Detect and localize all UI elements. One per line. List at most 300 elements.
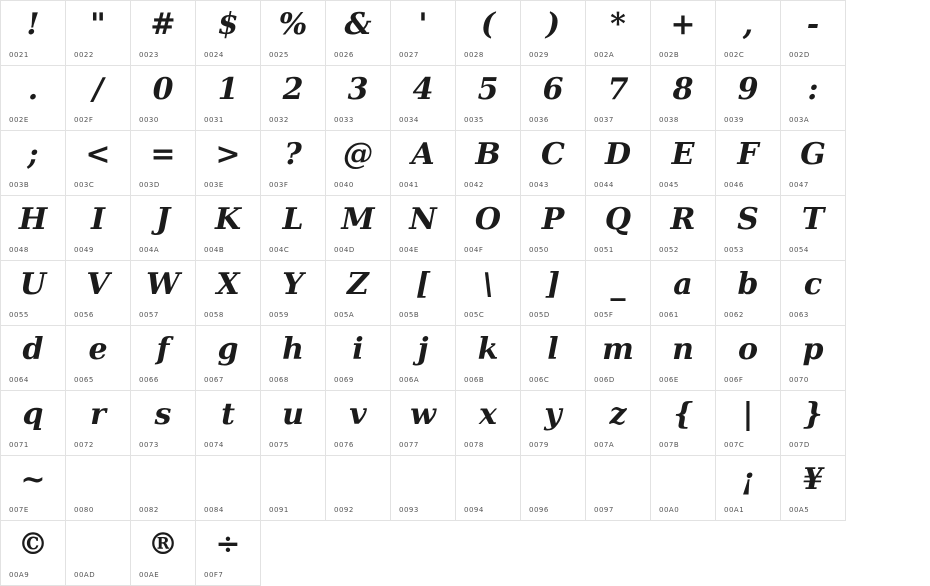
glyph-character: < bbox=[85, 137, 111, 172]
glyph-character: J bbox=[155, 202, 171, 237]
glyph-cell[interactable] bbox=[326, 196, 391, 261]
glyph-codepoint: 0077 bbox=[399, 441, 419, 449]
glyph-character: d bbox=[22, 332, 44, 367]
glyph-codepoint: 002B bbox=[659, 51, 680, 59]
glyph-codepoint: 0078 bbox=[464, 441, 484, 449]
glyph-codepoint: 002C bbox=[724, 51, 745, 59]
glyph-character: v bbox=[349, 397, 367, 432]
glyph-cell[interactable] bbox=[131, 196, 196, 261]
glyph-cell[interactable] bbox=[586, 456, 651, 521]
glyph-cell[interactable] bbox=[586, 196, 651, 261]
glyph-character bbox=[391, 456, 455, 504]
glyph-codepoint: 0092 bbox=[334, 506, 354, 514]
glyph-cell[interactable] bbox=[391, 456, 456, 521]
glyph-codepoint: 004B bbox=[204, 246, 225, 254]
glyph-cell[interactable] bbox=[261, 261, 326, 326]
glyph-character: % bbox=[278, 7, 308, 42]
glyph-cell[interactable] bbox=[521, 456, 586, 521]
glyph-codepoint: 003E bbox=[204, 181, 224, 189]
glyph-character: b bbox=[737, 267, 759, 302]
glyph-cell[interactable] bbox=[651, 196, 716, 261]
glyph-character: * bbox=[610, 7, 626, 42]
glyph-cell[interactable] bbox=[391, 391, 456, 456]
glyph-character: W bbox=[146, 267, 180, 302]
glyph-codepoint: 0026 bbox=[334, 51, 354, 59]
glyph-codepoint: 0059 bbox=[269, 311, 289, 319]
glyph-character: B bbox=[475, 137, 501, 172]
glyph-cell[interactable] bbox=[196, 391, 261, 456]
glyph-character bbox=[66, 456, 130, 504]
glyph-codepoint: 0043 bbox=[529, 181, 549, 189]
glyph-codepoint: 006A bbox=[399, 376, 420, 384]
glyph-character: w bbox=[410, 397, 436, 432]
glyph-character bbox=[586, 456, 650, 504]
glyph-codepoint: 0035 bbox=[464, 116, 484, 124]
glyph-cell[interactable] bbox=[196, 521, 261, 586]
glyph-character: : bbox=[807, 72, 819, 107]
glyph-codepoint: 004A bbox=[139, 246, 160, 254]
glyph-character: > bbox=[215, 137, 241, 172]
glyph-character: 8 bbox=[672, 72, 694, 107]
glyph-codepoint: 0097 bbox=[594, 506, 614, 514]
glyph-codepoint: 0069 bbox=[334, 376, 354, 384]
glyph-cell[interactable] bbox=[391, 66, 456, 131]
glyph-codepoint: 0072 bbox=[74, 441, 94, 449]
glyph-character: Y bbox=[282, 267, 304, 302]
glyph-character: O bbox=[474, 202, 502, 237]
glyph-cell[interactable] bbox=[326, 326, 391, 391]
glyph-codepoint: 0094 bbox=[464, 506, 484, 514]
glyph-codepoint: 0051 bbox=[594, 246, 614, 254]
glyph-character: P bbox=[541, 202, 565, 237]
glyph-character: T bbox=[801, 202, 825, 237]
glyph-codepoint: 0096 bbox=[529, 506, 549, 514]
glyph-character: ¡ bbox=[741, 462, 755, 497]
glyph-cell[interactable] bbox=[326, 131, 391, 196]
glyph-codepoint: 003F bbox=[269, 181, 289, 189]
glyph-character: 9 bbox=[737, 72, 759, 107]
glyph-cell[interactable] bbox=[781, 326, 846, 391]
glyph-codepoint: 007A bbox=[594, 441, 615, 449]
glyph-codepoint: 0046 bbox=[724, 181, 744, 189]
glyph-codepoint: 0021 bbox=[9, 51, 29, 59]
glyph-cell[interactable] bbox=[196, 261, 261, 326]
glyph-cell[interactable] bbox=[586, 1, 651, 66]
glyph-codepoint: 0027 bbox=[399, 51, 419, 59]
glyph-cell[interactable] bbox=[261, 326, 326, 391]
glyph-character: q bbox=[22, 397, 44, 432]
glyph-cell[interactable] bbox=[521, 66, 586, 131]
glyph-character: z bbox=[609, 397, 627, 432]
glyph-codepoint: 0057 bbox=[139, 311, 159, 319]
glyph-codepoint: 0070 bbox=[789, 376, 809, 384]
glyph-character bbox=[521, 456, 585, 504]
glyph-character: 6 bbox=[542, 72, 564, 107]
glyph-character: | bbox=[742, 397, 754, 432]
glyph-character: @ bbox=[343, 137, 373, 172]
glyph-cell[interactable] bbox=[781, 391, 846, 456]
glyph-character: o bbox=[737, 332, 758, 367]
glyph-codepoint: 0034 bbox=[399, 116, 419, 124]
glyph-character: ¥ bbox=[802, 462, 824, 497]
glyph-cell[interactable] bbox=[456, 456, 521, 521]
glyph-codepoint: 0062 bbox=[724, 311, 744, 319]
glyph-cell[interactable] bbox=[131, 391, 196, 456]
glyph-cell[interactable] bbox=[326, 261, 391, 326]
glyph-character: } bbox=[803, 397, 823, 432]
glyph-codepoint: 0076 bbox=[334, 441, 354, 449]
glyph-cell[interactable] bbox=[66, 261, 131, 326]
glyph-cell[interactable] bbox=[716, 131, 781, 196]
glyph-character: Z bbox=[347, 267, 369, 302]
glyph-cell[interactable] bbox=[196, 196, 261, 261]
glyph-codepoint: 0037 bbox=[594, 116, 614, 124]
glyph-character: © bbox=[18, 527, 48, 562]
glyph-codepoint: 004E bbox=[399, 246, 419, 254]
glyph-character: 1 bbox=[217, 72, 239, 107]
glyph-character: C bbox=[541, 137, 565, 172]
glyph-cell[interactable] bbox=[716, 261, 781, 326]
glyph-cell[interactable] bbox=[66, 66, 131, 131]
glyph-character: ÷ bbox=[215, 527, 241, 562]
glyph-codepoint: 0048 bbox=[9, 246, 29, 254]
glyph-cell[interactable] bbox=[391, 326, 456, 391]
glyph-codepoint: 0032 bbox=[269, 116, 289, 124]
glyph-codepoint: 00A9 bbox=[9, 571, 30, 579]
glyph-codepoint: 004D bbox=[334, 246, 355, 254]
glyph-codepoint: 0036 bbox=[529, 116, 549, 124]
glyph-codepoint: 0038 bbox=[659, 116, 679, 124]
glyph-cell[interactable] bbox=[586, 66, 651, 131]
glyph-character: D bbox=[604, 137, 631, 172]
glyph-cell[interactable] bbox=[651, 131, 716, 196]
glyph-character: g bbox=[217, 332, 239, 367]
glyph-codepoint: 006D bbox=[594, 376, 615, 384]
glyph-codepoint: 0042 bbox=[464, 181, 484, 189]
glyph-character: s bbox=[154, 397, 172, 432]
glyph-character: " bbox=[90, 7, 106, 42]
glyph-codepoint: 002A bbox=[594, 51, 615, 59]
glyph-character: = bbox=[150, 137, 176, 172]
glyph-cell[interactable] bbox=[456, 391, 521, 456]
glyph-character: ! bbox=[26, 7, 40, 42]
glyph-character: m bbox=[602, 332, 634, 367]
glyph-codepoint: 007D bbox=[789, 441, 810, 449]
glyph-codepoint: 0044 bbox=[594, 181, 614, 189]
glyph-codepoint: 0058 bbox=[204, 311, 224, 319]
glyph-cell[interactable] bbox=[651, 1, 716, 66]
glyph-codepoint: 0054 bbox=[789, 246, 809, 254]
glyph-codepoint: 00AE bbox=[139, 571, 160, 579]
glyph-codepoint: 0030 bbox=[139, 116, 159, 124]
glyph-codepoint: 0079 bbox=[529, 441, 549, 449]
glyph-cell[interactable] bbox=[261, 131, 326, 196]
glyph-character: t bbox=[221, 397, 235, 432]
glyph-cell[interactable] bbox=[651, 456, 716, 521]
glyph-character: ; bbox=[27, 137, 39, 172]
glyph-character: N bbox=[409, 202, 437, 237]
glyph-character: { bbox=[673, 397, 693, 432]
glyph-character: H bbox=[18, 202, 48, 237]
glyph-cell[interactable] bbox=[521, 1, 586, 66]
glyph-cell[interactable] bbox=[456, 131, 521, 196]
glyph-cell[interactable] bbox=[521, 326, 586, 391]
glyph-character: 4 bbox=[412, 72, 434, 107]
glyph-cell[interactable] bbox=[196, 1, 261, 66]
glyph-character: a bbox=[673, 267, 693, 302]
glyph-codepoint: 0039 bbox=[724, 116, 744, 124]
glyph-cell[interactable] bbox=[131, 326, 196, 391]
glyph-character bbox=[131, 456, 195, 504]
glyph-character: K bbox=[214, 202, 242, 237]
glyph-codepoint: 0061 bbox=[659, 311, 679, 319]
glyph-cell[interactable] bbox=[651, 66, 716, 131]
glyph-cell[interactable] bbox=[131, 1, 196, 66]
glyph-character: n bbox=[672, 332, 694, 367]
glyph-character bbox=[66, 521, 130, 569]
glyph-character: x bbox=[479, 397, 497, 432]
glyph-codepoint: 0066 bbox=[139, 376, 159, 384]
glyph-cell[interactable] bbox=[521, 131, 586, 196]
glyph-character: _ bbox=[610, 267, 626, 302]
glyph-character: , bbox=[742, 7, 754, 42]
glyph-codepoint: 002D bbox=[789, 51, 810, 59]
glyph-cell[interactable] bbox=[1, 391, 66, 456]
glyph-character: j bbox=[417, 332, 429, 367]
glyph-cell[interactable] bbox=[196, 456, 261, 521]
glyph-codepoint: 004C bbox=[269, 246, 290, 254]
glyph-codepoint: 0022 bbox=[74, 51, 94, 59]
glyph-cell[interactable] bbox=[781, 66, 846, 131]
glyph-cell[interactable] bbox=[586, 326, 651, 391]
glyph-cell[interactable] bbox=[781, 261, 846, 326]
glyph-codepoint: 0023 bbox=[139, 51, 159, 59]
glyph-cell[interactable] bbox=[521, 261, 586, 326]
glyph-cell[interactable] bbox=[1, 521, 66, 586]
glyph-cell[interactable] bbox=[391, 131, 456, 196]
glyph-codepoint: 0093 bbox=[399, 506, 419, 514]
glyph-codepoint: 0025 bbox=[269, 51, 289, 59]
glyph-character bbox=[196, 456, 260, 504]
glyph-cell[interactable] bbox=[1, 1, 66, 66]
glyph-cell[interactable] bbox=[131, 261, 196, 326]
glyph-character: F bbox=[737, 137, 759, 172]
glyph-character: G bbox=[800, 137, 826, 172]
glyph-cell[interactable] bbox=[261, 196, 326, 261]
glyph-codepoint: 005D bbox=[529, 311, 550, 319]
glyph-character: c bbox=[803, 267, 823, 302]
glyph-character bbox=[326, 456, 390, 504]
glyph-codepoint: 005C bbox=[464, 311, 485, 319]
glyph-cell[interactable] bbox=[456, 261, 521, 326]
glyph-codepoint: 003B bbox=[9, 181, 30, 189]
glyph-cell[interactable] bbox=[326, 456, 391, 521]
glyph-character: L bbox=[282, 202, 304, 237]
glyph-cell[interactable] bbox=[1, 456, 66, 521]
glyph-cell[interactable] bbox=[456, 326, 521, 391]
glyph-cell[interactable] bbox=[1, 261, 66, 326]
glyph-codepoint: 0029 bbox=[529, 51, 549, 59]
glyph-cell[interactable] bbox=[196, 66, 261, 131]
glyph-codepoint: 0041 bbox=[399, 181, 419, 189]
glyph-codepoint: 0056 bbox=[74, 311, 94, 319]
glyph-character: U bbox=[19, 267, 47, 302]
glyph-cell[interactable] bbox=[716, 326, 781, 391]
glyph-character: r bbox=[90, 397, 106, 432]
glyph-character: E bbox=[671, 137, 695, 172]
glyph-cell[interactable] bbox=[131, 131, 196, 196]
glyph-character: ? bbox=[284, 137, 302, 172]
glyph-cell[interactable] bbox=[131, 66, 196, 131]
glyph-codepoint: 0091 bbox=[269, 506, 289, 514]
glyph-codepoint: 0067 bbox=[204, 376, 224, 384]
glyph-codepoint: 0064 bbox=[9, 376, 29, 384]
glyph-cell[interactable] bbox=[261, 391, 326, 456]
glyph-codepoint: 0033 bbox=[334, 116, 354, 124]
glyph-cell[interactable] bbox=[196, 326, 261, 391]
glyph-codepoint: 00A5 bbox=[789, 506, 810, 514]
glyph-codepoint: 005A bbox=[334, 311, 355, 319]
glyph-character: ( bbox=[480, 7, 496, 42]
glyph-cell[interactable] bbox=[1, 66, 66, 131]
glyph-cell[interactable] bbox=[391, 196, 456, 261]
glyph-codepoint: 007C bbox=[724, 441, 745, 449]
glyph-character: A bbox=[411, 137, 435, 172]
glyph-character: ' bbox=[418, 7, 428, 42]
glyph-cell[interactable] bbox=[586, 261, 651, 326]
glyph-character: & bbox=[344, 7, 372, 42]
glyph-cell[interactable] bbox=[66, 326, 131, 391]
glyph-cell[interactable] bbox=[456, 196, 521, 261]
glyph-cell[interactable] bbox=[521, 196, 586, 261]
glyph-cell[interactable] bbox=[326, 391, 391, 456]
glyph-cell[interactable] bbox=[1, 131, 66, 196]
glyph-codepoint: 005B bbox=[399, 311, 420, 319]
glyph-codepoint: 00AD bbox=[74, 571, 96, 579]
glyph-character: - bbox=[806, 7, 820, 42]
glyph-cell[interactable] bbox=[391, 1, 456, 66]
glyph-character: S bbox=[737, 202, 759, 237]
glyph-character: 2 bbox=[282, 72, 304, 107]
glyph-cell[interactable] bbox=[456, 1, 521, 66]
glyph-codepoint: 0082 bbox=[139, 506, 159, 514]
glyph-character bbox=[651, 456, 715, 504]
glyph-character: i bbox=[352, 332, 364, 367]
glyph-cell[interactable] bbox=[716, 1, 781, 66]
glyph-character: \ bbox=[482, 267, 494, 302]
glyph-cell[interactable] bbox=[131, 456, 196, 521]
glyph-character bbox=[261, 456, 325, 504]
glyph-codepoint: 007B bbox=[659, 441, 680, 449]
glyph-character: V bbox=[86, 267, 110, 302]
glyph-character bbox=[456, 456, 520, 504]
glyph-cell[interactable] bbox=[1, 326, 66, 391]
glyph-codepoint: 0071 bbox=[9, 441, 29, 449]
glyph-cell[interactable] bbox=[66, 521, 131, 586]
glyph-cell[interactable] bbox=[131, 521, 196, 586]
glyph-cell[interactable] bbox=[66, 1, 131, 66]
glyph-cell[interactable] bbox=[261, 1, 326, 66]
glyph-character: l bbox=[547, 332, 559, 367]
glyph-codepoint: 0084 bbox=[204, 506, 224, 514]
glyph-codepoint: 002F bbox=[74, 116, 94, 124]
glyph-codepoint: 0028 bbox=[464, 51, 484, 59]
glyph-codepoint: 004F bbox=[464, 246, 484, 254]
glyph-character: 7 bbox=[607, 72, 629, 107]
glyph-cell[interactable] bbox=[781, 196, 846, 261]
glyph-character: / bbox=[92, 72, 104, 107]
glyph-cell[interactable] bbox=[781, 131, 846, 196]
glyph-cell[interactable] bbox=[326, 1, 391, 66]
glyph-codepoint: 0073 bbox=[139, 441, 159, 449]
glyph-cell[interactable] bbox=[66, 456, 131, 521]
glyph-cell[interactable] bbox=[66, 391, 131, 456]
glyph-cell[interactable] bbox=[781, 1, 846, 66]
glyph-character: $ bbox=[217, 7, 239, 42]
glyph-codepoint: 0049 bbox=[74, 246, 94, 254]
glyph-character: k bbox=[477, 332, 499, 367]
glyph-character: I bbox=[90, 202, 106, 237]
glyph-character: [ bbox=[415, 267, 431, 302]
glyph-cell[interactable] bbox=[66, 131, 131, 196]
glyph-cell[interactable] bbox=[651, 326, 716, 391]
glyph-codepoint: 0045 bbox=[659, 181, 679, 189]
glyph-cell[interactable] bbox=[1, 196, 66, 261]
glyph-cell[interactable] bbox=[586, 131, 651, 196]
glyph-cell[interactable] bbox=[716, 456, 781, 521]
glyph-cell[interactable] bbox=[716, 196, 781, 261]
glyph-codepoint: 0047 bbox=[789, 181, 809, 189]
glyph-codepoint: 0075 bbox=[269, 441, 289, 449]
glyph-cell[interactable] bbox=[521, 391, 586, 456]
glyph-character: . bbox=[27, 72, 39, 107]
glyph-character: + bbox=[670, 7, 696, 42]
glyph-codepoint: 0068 bbox=[269, 376, 289, 384]
glyph-cell[interactable] bbox=[326, 66, 391, 131]
glyph-character: Q bbox=[604, 202, 632, 237]
glyph-cell[interactable] bbox=[716, 391, 781, 456]
glyph-cell[interactable] bbox=[456, 66, 521, 131]
glyph-character: ~ bbox=[20, 462, 46, 497]
glyph-cell[interactable] bbox=[66, 196, 131, 261]
glyph-cell[interactable] bbox=[196, 131, 261, 196]
glyph-cell[interactable] bbox=[651, 261, 716, 326]
glyph-cell[interactable] bbox=[391, 261, 456, 326]
glyph-codepoint: 0031 bbox=[204, 116, 224, 124]
glyph-cell[interactable] bbox=[261, 456, 326, 521]
glyph-codepoint: 00F7 bbox=[204, 571, 224, 579]
glyph-character: ] bbox=[545, 267, 561, 302]
glyph-codepoint: 00A1 bbox=[724, 506, 745, 514]
glyph-codepoint: 003C bbox=[74, 181, 95, 189]
glyph-cell[interactable] bbox=[651, 391, 716, 456]
glyph-codepoint: 003D bbox=[139, 181, 160, 189]
glyph-cell[interactable] bbox=[261, 66, 326, 131]
glyph-codepoint: 006B bbox=[464, 376, 485, 384]
glyph-character: M bbox=[341, 202, 375, 237]
glyph-codepoint: 002E bbox=[9, 116, 29, 124]
glyph-codepoint: 0074 bbox=[204, 441, 224, 449]
glyph-cell[interactable] bbox=[781, 456, 846, 521]
glyph-codepoint: 0055 bbox=[9, 311, 29, 319]
glyph-character: # bbox=[150, 7, 176, 42]
glyph-cell[interactable] bbox=[716, 66, 781, 131]
glyph-character: f bbox=[156, 332, 170, 367]
glyph-codepoint: 006C bbox=[529, 376, 550, 384]
glyph-codepoint: 007E bbox=[9, 506, 29, 514]
glyph-character: X bbox=[216, 267, 240, 302]
glyph-cell[interactable] bbox=[586, 391, 651, 456]
